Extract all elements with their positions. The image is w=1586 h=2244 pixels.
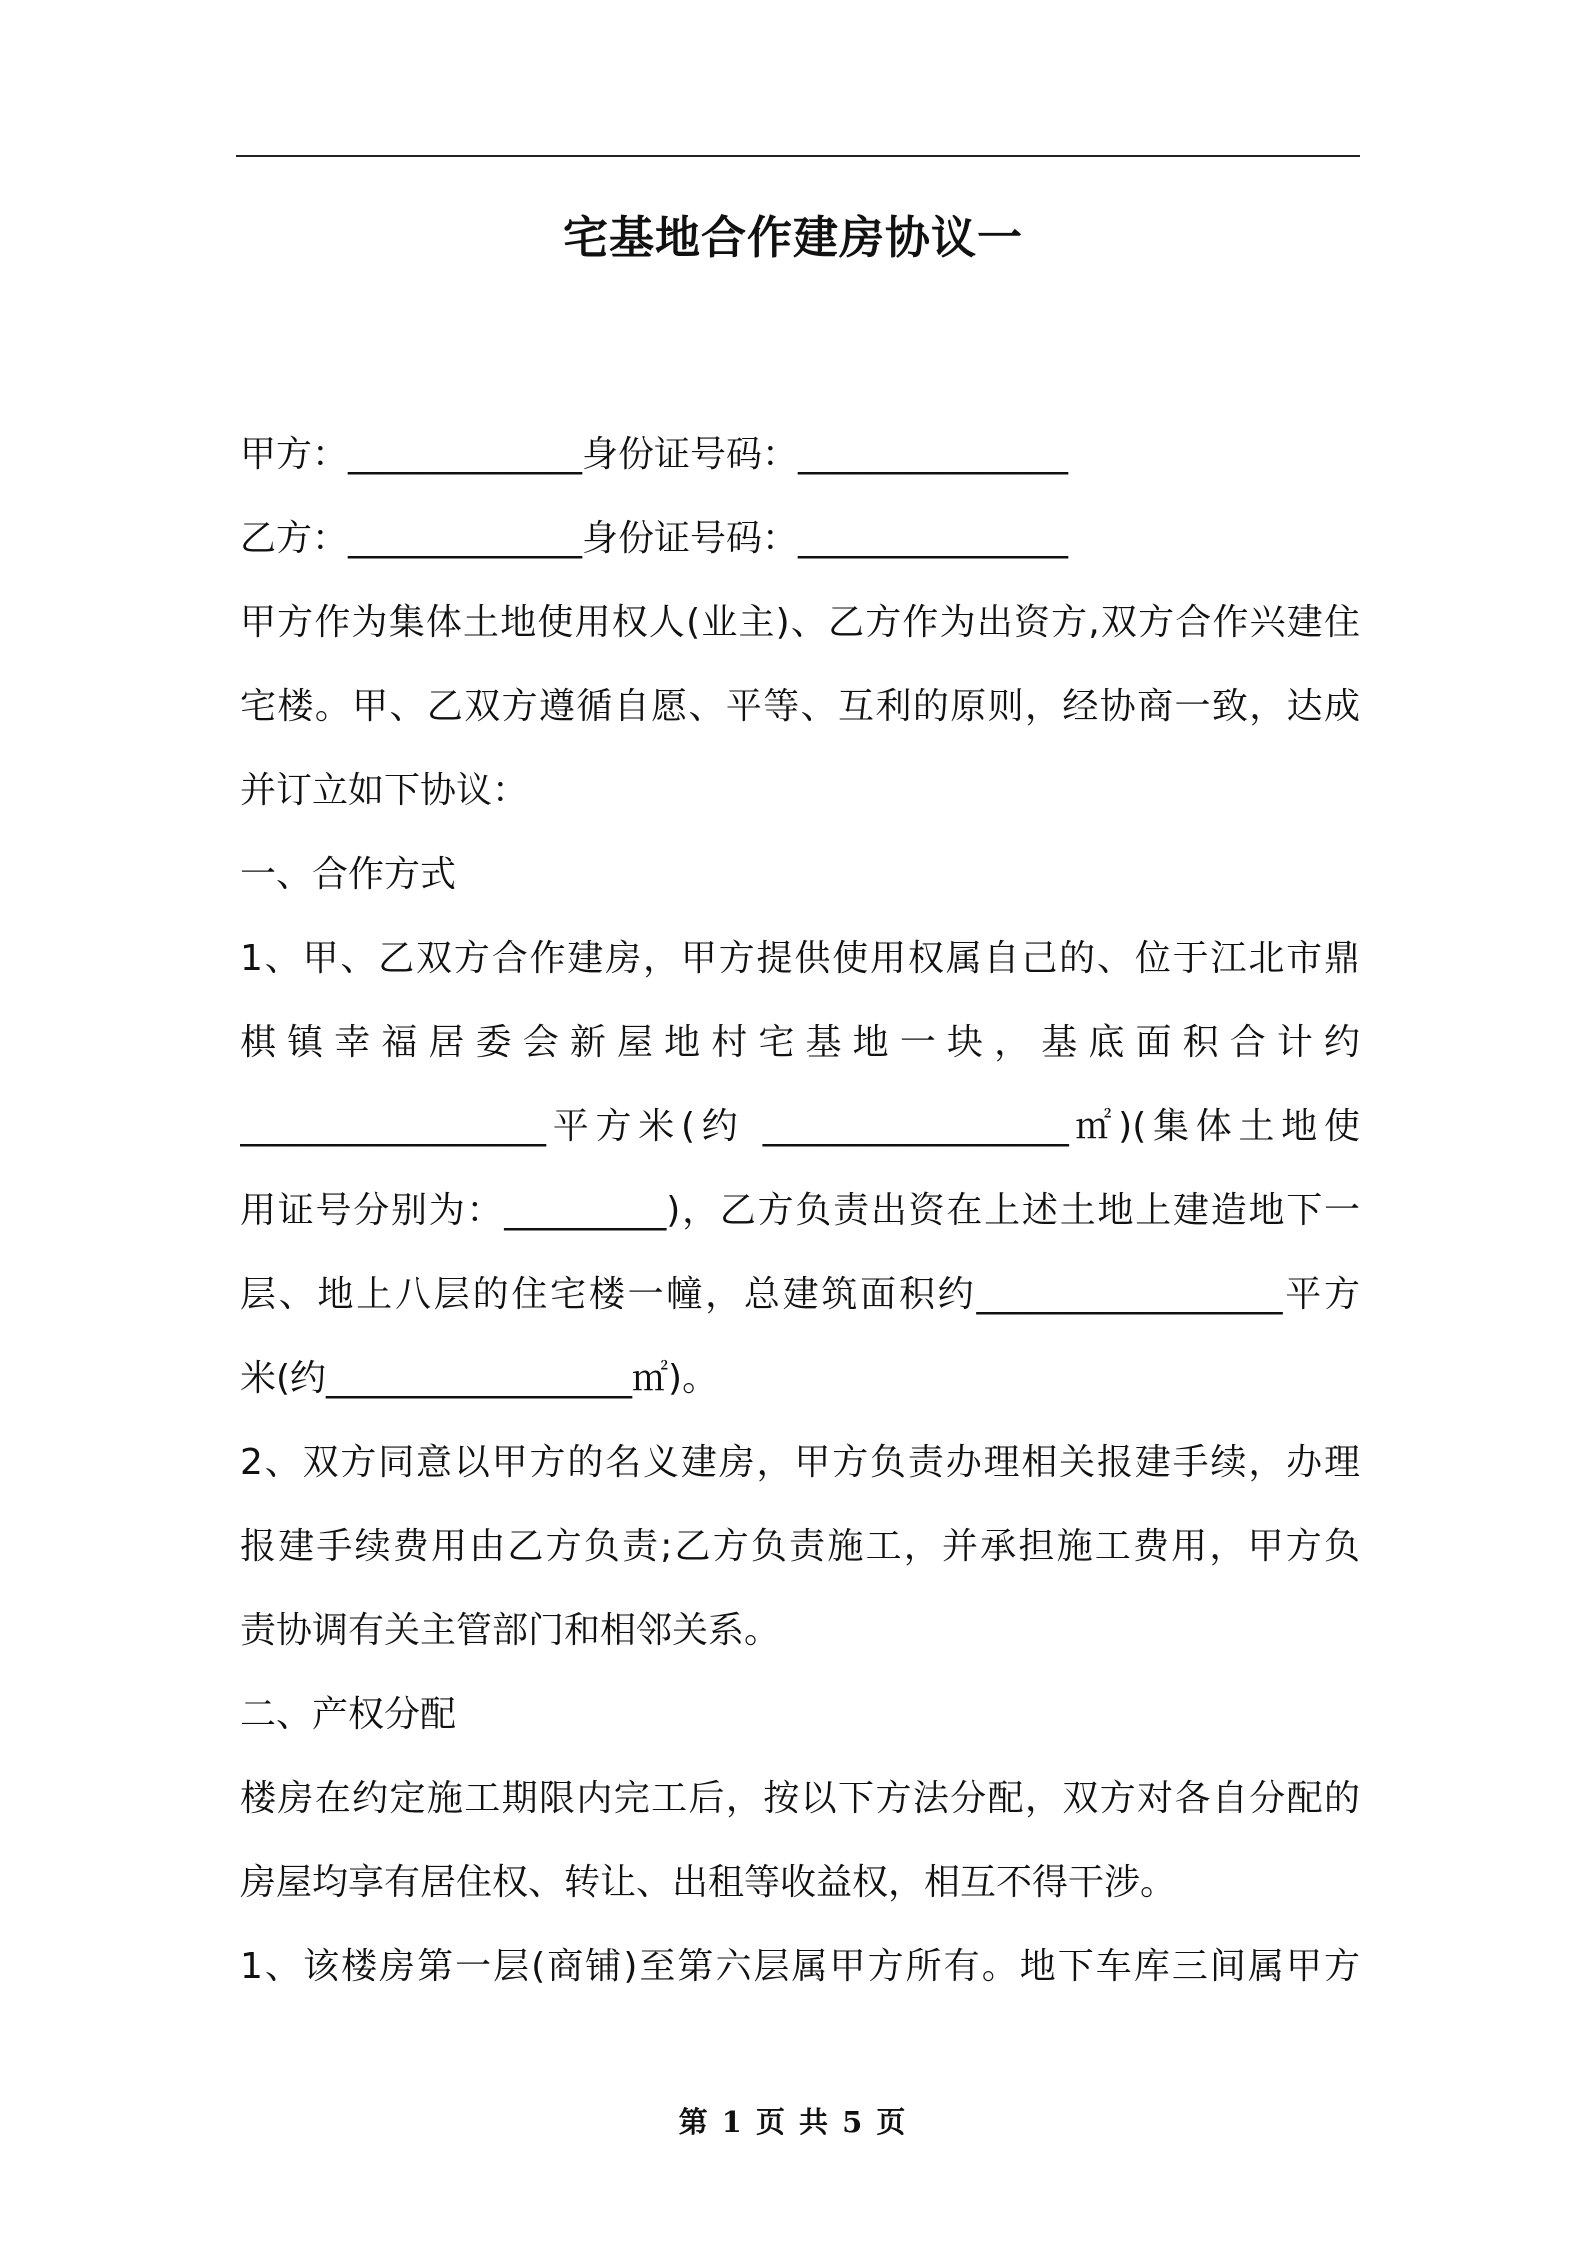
body-line: 并订立如下协议： <box>240 770 529 811</box>
body-line: 楼房在约定施工期限内完工后，按以下方法分配，双方对各自分配的 <box>240 1778 1360 1819</box>
body-line: 用证号分别为：_________)，乙方负责出资在上述土地上建造地下一 <box>240 1190 1360 1231</box>
header-rule <box>236 155 1360 157</box>
document-body <box>240 413 1360 2009</box>
party-a-line: 甲方：_____________身份证号码：_______________ <box>240 434 1069 475</box>
body-line: 报建手续费用由乙方负责;乙方负责施工，并承担施工费用，甲方负 <box>240 1526 1360 1567</box>
body-line: 甲方作为集体土地使用权人(业主)、乙方作为出资方,双方合作兴建住 <box>240 602 1360 643</box>
body-line: 米(约_________________㎡)。 <box>240 1358 719 1399</box>
section-heading-ownership: 二、产权分配 <box>240 1694 457 1735</box>
body-line: 房屋均享有居住权、转让、出租等收益权，相互不得干涉。 <box>240 1862 1177 1903</box>
page-number: 第 1 页 共 5 页 <box>678 2105 908 2139</box>
section-heading-cooperation: 一、合作方式 <box>240 854 457 895</box>
body-line: 层、地上八层的住宅楼一幢，总建筑面积约_________________平方 <box>240 1274 1360 1315</box>
body-line: 棋镇幸福居委会新屋地村宅基地一块，基底面积合计约 <box>240 1022 1360 1063</box>
document-title: 宅基地合作建房协议一 <box>562 211 1023 264</box>
body-line: 1、甲、乙双方合作建房，甲方提供使用权属自己的、位于江北市鼎 <box>240 938 1360 979</box>
body-line: 责协调有关主管部门和相邻关系。 <box>240 1610 781 1651</box>
body-line: 2、双方同意以甲方的名义建房，甲方负责办理相关报建手续，办理 <box>240 1442 1360 1483</box>
body-line: 1、该楼房第一层(商铺)至第六层属甲方所有。地下车库三间属甲方 <box>240 1946 1360 1987</box>
body-line: 宅楼。甲、乙双方遵循自愿、平等、互利的原则，经协商一致，达成 <box>240 686 1360 727</box>
body-line: _________________平方米(约 _________________㎡)(集体土地使 <box>240 1106 1360 1147</box>
party-b-line: 乙方：_____________身份证号码：_______________ <box>240 518 1069 559</box>
